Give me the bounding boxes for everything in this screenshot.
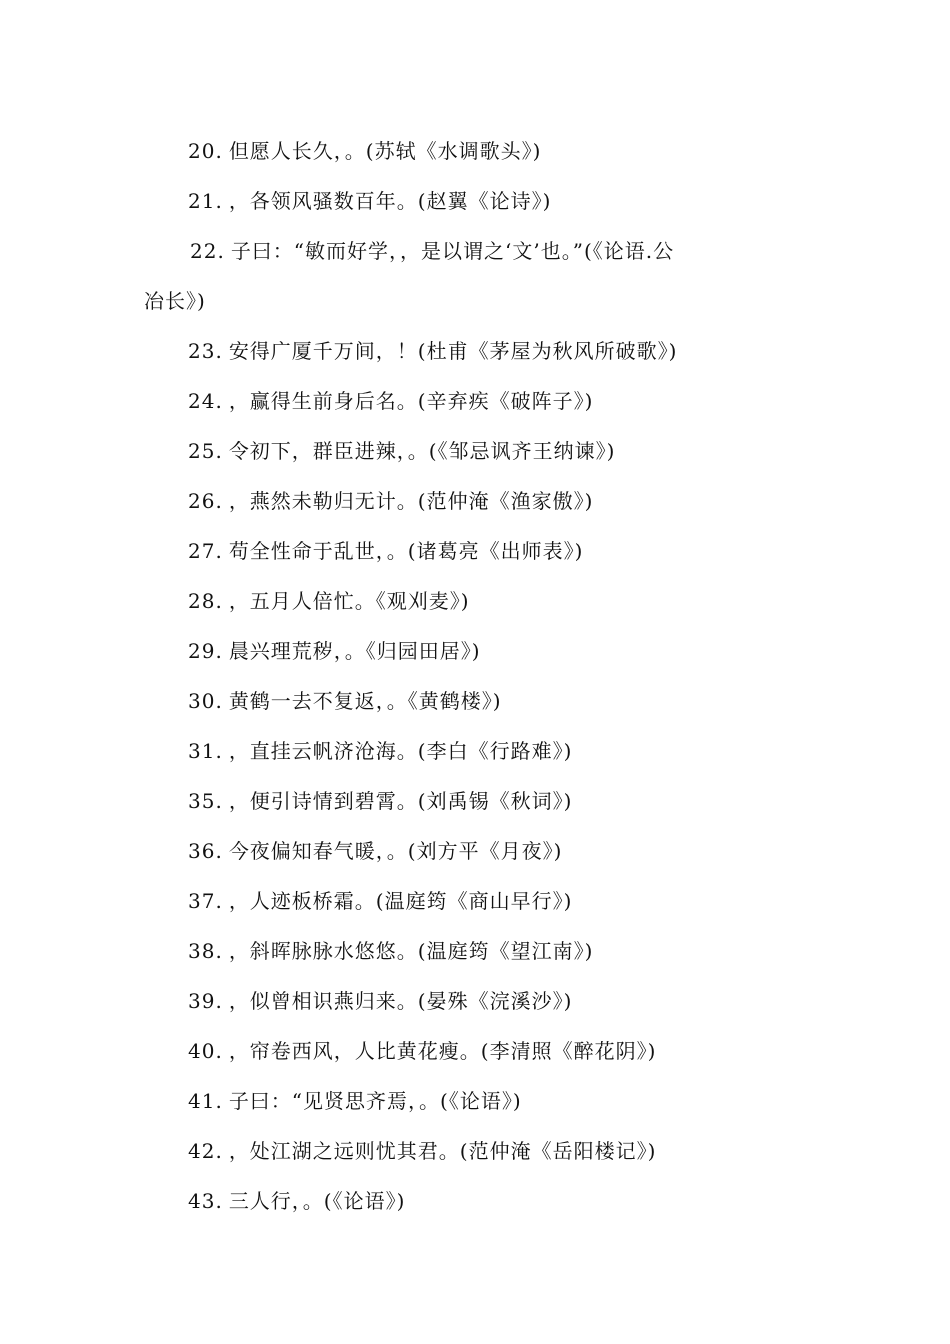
item-number: 43. — [188, 1189, 223, 1213]
list-item — [188, 386, 593, 416]
item-text: 今夜偏知春气暖，。(刘方平《月夜》) — [228, 839, 563, 863]
item-text: 子曰：“见贤思齐焉，。(《论语》) — [228, 1089, 522, 1113]
item-number: 40. — [188, 1039, 223, 1063]
item-text: 晨兴理荒秽，。《归园田居》) — [228, 639, 481, 663]
item-text: ，便引诗情到碧霄。(刘禹锡《秋词》) — [228, 789, 573, 813]
item-text-continuation: 冶长》) — [144, 289, 206, 313]
item-number: 31. — [188, 739, 223, 763]
item-number: 20. — [188, 139, 223, 163]
item-number: 21. — [188, 189, 223, 213]
list-item — [188, 936, 593, 966]
item-number: 42. — [188, 1139, 223, 1163]
item-text: ，似曾相识燕归来。(晏殊《浣溪沙》) — [228, 989, 573, 1013]
item-text: 黄鹤一去不复返，。《黄鹤楼》) — [228, 689, 502, 713]
list-item — [188, 536, 583, 566]
item-text: ，五月人倍忙。《观刈麦》) — [228, 589, 470, 613]
list-item — [188, 836, 562, 866]
item-text: ，燕然未勒归无计。(范仲淹《渔家傲》) — [228, 489, 594, 513]
list-item — [188, 786, 572, 816]
list-item — [188, 336, 677, 366]
list-item — [188, 1186, 405, 1216]
item-text: 但愿人长久，。(苏轼《水调歌头》) — [228, 139, 542, 163]
item-text: 三人行，。(《论语》) — [228, 1189, 406, 1213]
list-item — [188, 1036, 656, 1066]
item-number: 28. — [188, 589, 223, 613]
list-item — [188, 1086, 522, 1116]
item-text: ，赢得生前身后名。(辛弃疾《破阵子》) — [228, 389, 594, 413]
list-item — [188, 686, 502, 716]
item-text: ，斜晖脉脉水悠悠。(温庭筠《望江南》) — [228, 939, 594, 963]
item-text: ，处江湖之远则忧其君。(范仲淹《岳阳楼记》) — [228, 1139, 657, 1163]
item-text: 苟全性命于乱世，。(诸葛亮《出师表》) — [228, 539, 584, 563]
item-number: 25. — [188, 439, 223, 463]
item-number: 22. — [190, 239, 225, 263]
item-number: 29. — [188, 639, 223, 663]
item-number: 39. — [188, 989, 223, 1013]
list-item — [188, 636, 481, 666]
item-text: ，直挂云帆济沧海。(李白《行路难》) — [228, 739, 573, 763]
list-item — [188, 436, 615, 466]
item-number: 38. — [188, 939, 223, 963]
item-number: 30. — [188, 689, 223, 713]
item-number: 27. — [188, 539, 223, 563]
list-item — [188, 136, 541, 166]
item-number: 26. — [188, 489, 223, 513]
list-item — [188, 486, 593, 516]
item-number: 41. — [188, 1089, 223, 1113]
item-text: ，各领风骚数百年。(赵翼《论诗》) — [228, 189, 552, 213]
list-item — [188, 1136, 656, 1166]
item-number: 36. — [188, 839, 223, 863]
item-text: 子曰：“敏而好学，，是以谓之‘文’也。”(《论语.公 — [230, 239, 675, 263]
item-number: 23. — [188, 339, 223, 363]
list-item — [188, 186, 551, 216]
item-text: ，帘卷西风，人比黄花瘦。(李清照《醉花阴》) — [228, 1039, 657, 1063]
list-item — [188, 886, 572, 916]
list-item — [188, 986, 572, 1016]
item-text: ，人迹板桥霜。(温庭筠《商山早行》) — [228, 889, 573, 913]
item-text: 安得广厦千万间，！(杜甫《茅屋为秋风所破歌》) — [228, 339, 678, 363]
item-number: 35. — [188, 789, 223, 813]
item-number: 37. — [188, 889, 223, 913]
item-number: 24. — [188, 389, 223, 413]
list-item — [190, 236, 674, 266]
item-text: 令初下，群臣进辣，。(《邹忌讽齐王纳谏》) — [228, 439, 616, 463]
list-item — [188, 736, 572, 766]
list-item — [188, 586, 470, 616]
